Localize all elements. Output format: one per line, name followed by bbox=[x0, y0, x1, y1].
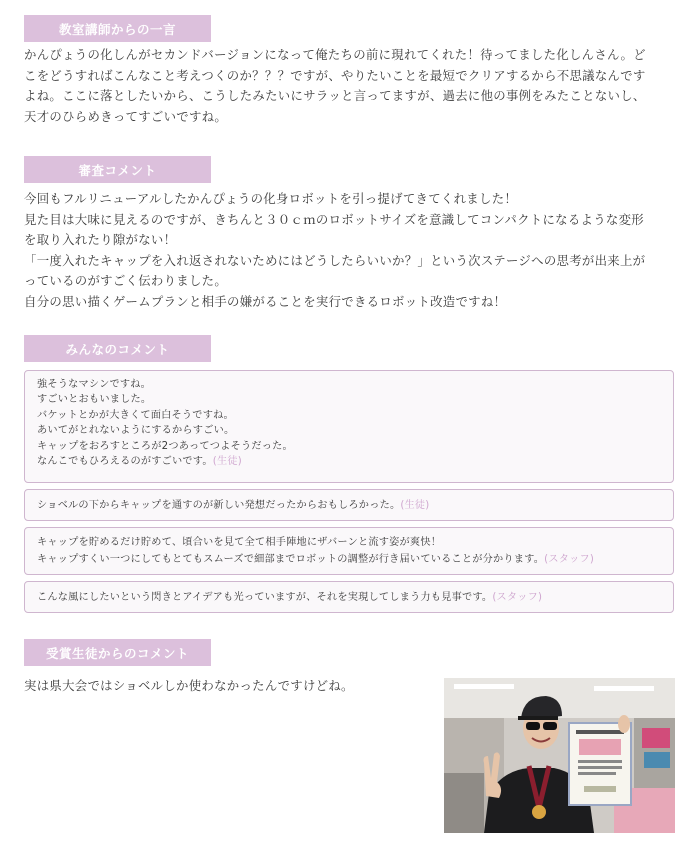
comment-line: バケットとかが大きくて面白そうですね。 bbox=[37, 409, 234, 421]
judge-comment bbox=[24, 189, 676, 312]
comment-box bbox=[24, 581, 674, 613]
comment-author-tag: (生徒) bbox=[212, 456, 242, 468]
judge-line: 「一度入れたキャップを入れ返されないためにはどうしたらいいか？」という次ステージへの思考が出来上が bbox=[24, 252, 646, 268]
instructor-comment bbox=[24, 45, 676, 127]
comment-line: なんこでもひろえるのがすごいです。 bbox=[37, 456, 213, 468]
everyone-heading: みんなのコメント bbox=[24, 335, 211, 362]
instructor-line: 天才のひらめきってすごいですね。 bbox=[24, 108, 228, 124]
comment-line: こんな風にしたいという閃きとアイデアも光っていますが、それを実現してしまう力も見事です。 bbox=[37, 592, 493, 603]
comment-box bbox=[24, 489, 674, 521]
comment-line: キャップをおろすところが2つあってつよそうだった。 bbox=[37, 440, 293, 452]
winner-comment: 実は県大会ではショベルしか使わなかったんですけどね。 bbox=[24, 678, 354, 693]
instructor-heading: 教室講師からの一言 bbox=[24, 15, 211, 42]
comment-line: 強そうなマシンですね。 bbox=[37, 379, 152, 390]
comment-box bbox=[24, 527, 674, 575]
judge-heading: 審査コメント bbox=[24, 156, 211, 183]
comment-line: ショベルの下からキャップを通すのが新しい発想だったからおもしろかった。 bbox=[37, 500, 401, 511]
comment-author-tag: (生徒) bbox=[400, 500, 430, 511]
winner-photo bbox=[444, 678, 675, 833]
comment-line: あいてがとれないようにするからすごい。 bbox=[37, 425, 235, 437]
comment-author-tag: (スタッフ) bbox=[492, 592, 543, 603]
comment-box bbox=[24, 370, 674, 483]
judge-line: っているのがすごく伝わりました。 bbox=[24, 273, 228, 288]
comment-author-tag: (スタッフ) bbox=[544, 554, 595, 565]
judge-line: 見た目は大味に見えるのですが、きちんと３０ｃｍのロボットサイズを意識してコンパクトになるような変形 bbox=[24, 211, 644, 227]
instructor-line: かんぴょうの化しんがセカンドバージョンになって俺たちの前に現れてくれた！待ってました化しんさん。ど bbox=[24, 47, 646, 62]
comment-line: キャップを貯めるだけ貯めて、頃合いを見て全て相手陣地にザバーンと流す姿が爽快！ bbox=[37, 537, 442, 548]
winner-heading: 受賞生徒からのコメント bbox=[24, 639, 211, 666]
judge-line: 自分の思い描くゲームプランと相手の嫌がることを実行できるロボット改造ですね！ bbox=[24, 293, 507, 309]
instructor-line: よね。ここに落としたいから、こうしたみたいにサラッと言ってますが、過去に他の事例をみたことないし、 bbox=[24, 88, 646, 103]
judge-line: を取り入れたり隙がない！ bbox=[24, 232, 177, 247]
instructor-line: こをどうすればこんなこと考えつくのか？？？ですが、やりたいことを最短でクリアするから不思議なんです bbox=[24, 67, 646, 83]
comment-line: キャップすくい一つにしてもとてもスムーズで細部までロボットの調整が行き届いていることが分かります。 bbox=[37, 554, 545, 565]
comment-line: すごいとおもいました。 bbox=[37, 394, 152, 406]
judge-line: 今回もフルリニューアルしたかんぴょうの化身ロボットを引っ提げてきてくれました！ bbox=[24, 191, 518, 206]
